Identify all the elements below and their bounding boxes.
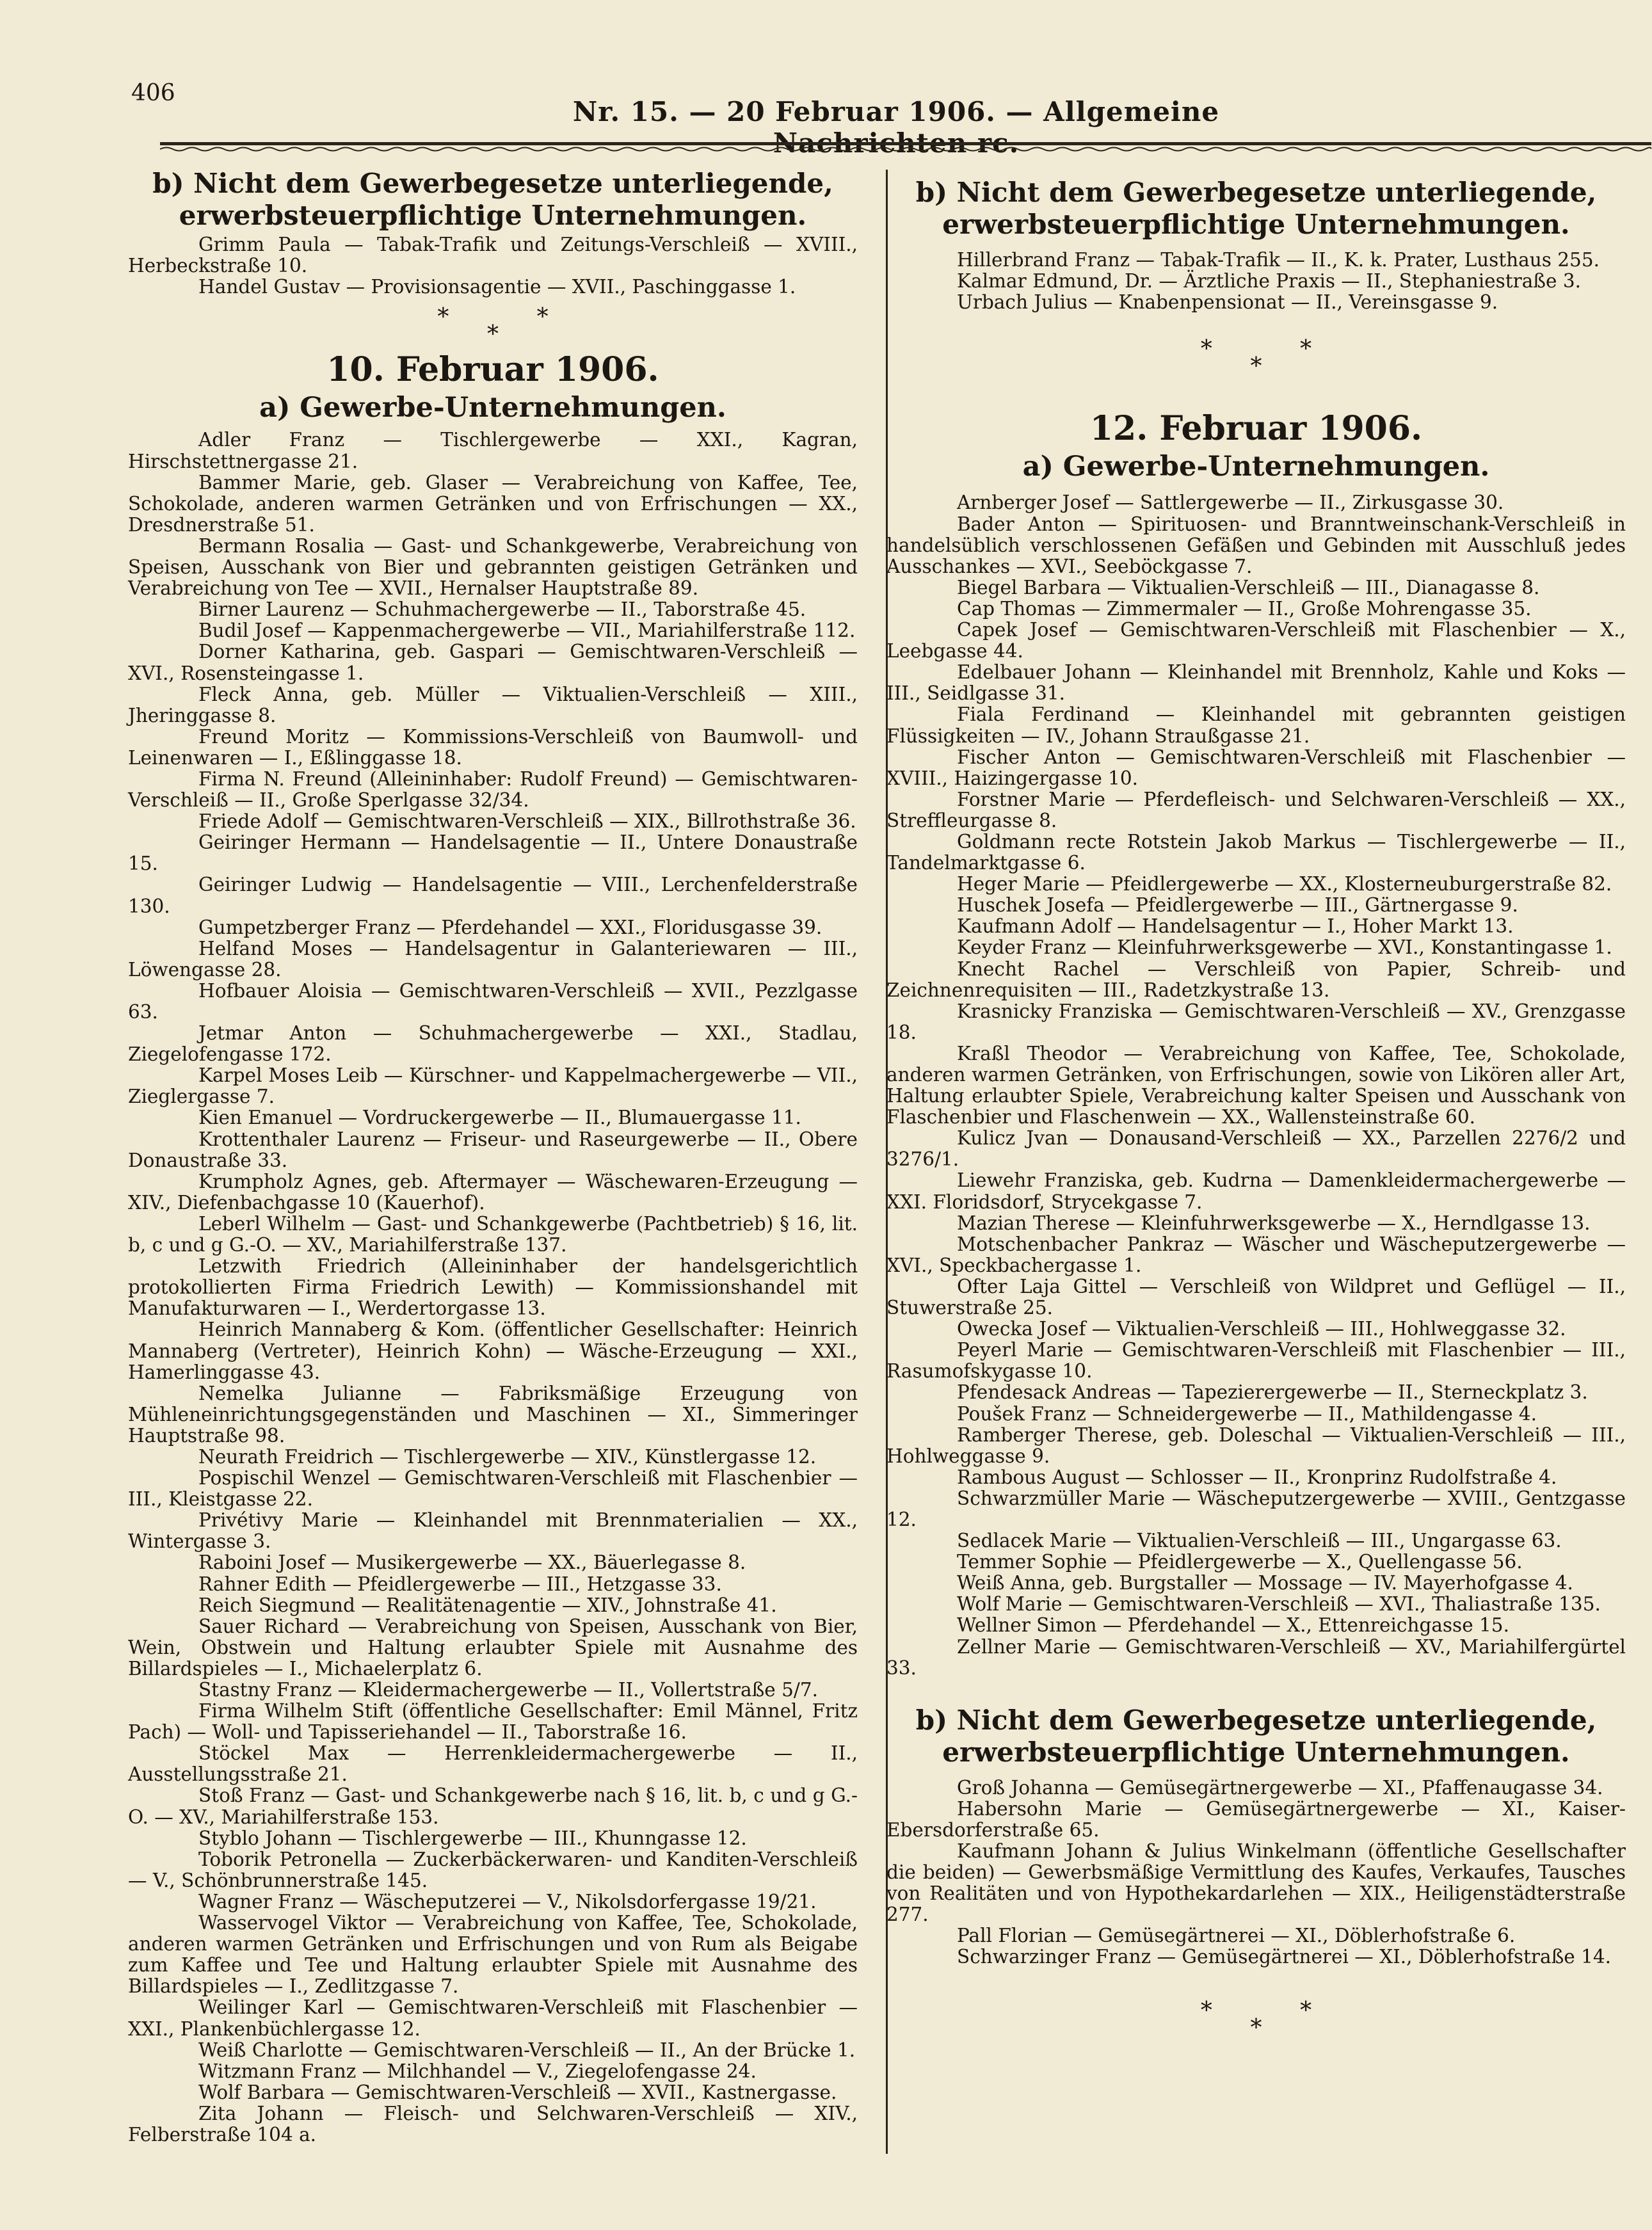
list-item: Groß Johanna — Gemüsegärtnergewerbe — XI., Pfaffenaugasse 34.: [957, 1776, 1603, 1799]
list-item: Zita Johann — Fleisch- und Selchwaren-Verschleiß — XIV., Felberstraße 104 a.: [128, 2102, 858, 2146]
list-item: Pall Florian — Gemüsegärtnerei — XI., Döblerhofstraße 6.: [957, 1925, 1516, 1947]
list-item: Firma Wilhelm Stift (öffentliche Gesellschafter: Emil Männel, Fritz Pach) — Woll- und Tapisseriehandel — II., Taborstraße 16.: [128, 1700, 858, 1744]
section-date: 10. Februar 1906.: [326, 350, 659, 390]
list-item: Bader Anton — Spirituosen- und Branntweinschank-Verschleiß in handelsüblich verschlossenen Gefäßen und Gebinden mit Ausschluß jedes Ausschankes — XVI., Seeböckgasse 7.: [886, 513, 1626, 577]
list-item: Wellner Simon — Pferdehandel — X., Ettenreichgasse 15.: [957, 1614, 1509, 1637]
separator-stars-2: *: [1250, 353, 1262, 380]
list-item: Heger Marie — Pfeidlergewerbe — XX., Klosterneuburgerstraße 82.: [957, 873, 1612, 895]
list-item: Weiß Charlotte — Gemischtwaren-Verschleiß — II., An der Brücke 1.: [198, 2039, 856, 2061]
list-item: Cap Thomas — Zimmermaler — II., Große Mohrengasse 35.: [957, 597, 1532, 620]
section-heading-a: a) Gewerbe-Unternehmungen.: [1022, 451, 1490, 483]
list-item: Kraßl Theodor — Verabreichung von Kaffee, Tee, Schokolade, anderen warmen Getränken, von Erfrischungen, sowie von Likören aller Art, Haltung erlaubter Spiele, Verabreichung kalter Speisen und Ausschank von Flaschenbier und Flaschenwein — XX., Wallensteinstraße 60.: [886, 1042, 1626, 1128]
list-item: Fiala Ferdinand — Kleinhandel mit gebrannten geistigen Flüssigkeiten — IV., Johann Straußgasse 21.: [886, 703, 1626, 747]
right-a-entries: [886, 492, 1626, 1678]
separator-stars-2: *: [1250, 2014, 1262, 2041]
list-item: Fischer Anton — Gemischtwaren-Verschleiß mit Flaschenbier — XVIII., Haizingergasse 10.: [886, 746, 1626, 789]
list-item: Biegel Barbara — Viktualien-Verschleiß — III., Dianagasse 8.: [957, 576, 1540, 598]
list-item: Kaufmann Adolf — Handelsagentur — I., Hoher Markt 13.: [957, 915, 1514, 938]
list-item: Privétivy Marie — Kleinhandel mit Brennmaterialien — XX., Wintergasse 3.: [128, 1509, 858, 1553]
list-item: Heinrich Mannaberg & Kom. (öffentlicher Gesellschafter: Heinrich Mannaberg (Vertreter), Heinrich Kohn) — Wäsche-Erzeugung — XXI., Hamerlinggasse 43.: [128, 1319, 858, 1383]
list-item: Huschek Josefa — Pfeidlergewerbe — III., Gärtnergasse 9.: [957, 894, 1518, 917]
list-item: Edelbauer Johann — Kleinhandel mit Brennholz, Kahle und Koks — III., Seidlgasse 31.: [886, 661, 1626, 705]
list-item: Arnberger Josef — Sattlergewerbe — II., Zirkusgasse 30.: [957, 492, 1504, 514]
list-item: Freund Moritz — Kommissions-Verschleiß von Baumwoll- und Leinenwaren — I., Eßlinggasse 18.: [128, 725, 858, 769]
list-item: Habersohn Marie — Gemüsegärtnergewerbe — XI., Kaiser-Ebersdorferstraße 65.: [886, 1797, 1626, 1841]
section-date: 12. Februar 1906.: [1089, 409, 1423, 449]
list-item: Reich Siegmund — Realitätenagentie — XIV., Johnstraße 41.: [198, 1594, 777, 1616]
list-item: Fleck Anna, geb. Müller — Viktualien-Verschleiß — XIII., Jheringgasse 8.: [128, 683, 858, 726]
list-item: Styblo Johann — Tischlergewerbe — III., Khunngasse 12.: [198, 1827, 747, 1849]
header-rule: [160, 142, 1651, 145]
list-item: Jetmar Anton — Schuhmachergewerbe — XXI., Stadlau, Ziegelofengasse 172.: [128, 1022, 858, 1066]
list-item: Grimm Paula — Tabak-Trafik und Zeitungs-Verschleiß — XVIII., Herbeckstraße 10.: [128, 234, 858, 277]
list-item: Nemelka Julianne — Fabriksmäßige Erzeugung von Mühleneinrichtungsgegenständen und Maschinen — XI., Simmeringer Hauptstraße 98.: [128, 1382, 858, 1447]
left-b-entries: [128, 234, 858, 298]
list-item: Peyerl Marie — Gemischtwaren-Verschleiß mit Flaschenbier — III., Rasumofskygasse 10.: [886, 1339, 1626, 1383]
separator-stars-2: *: [487, 321, 499, 348]
list-item: Pospischil Wenzel — Gemischtwaren-Verschleiß mit Flaschenbier — III., Kleistgasse 22.: [128, 1467, 858, 1511]
list-item: Wasservogel Viktor — Verabreichung von Kaffee, Tee, Schokolade, anderen warmen Getränken und Erfrischungen und von Rum als Beigabe zum Kaffee und Tee und Haltung erlaubter Spiele mit Ausnahme des Billardspieles — I., Zedlitzgasse 7.: [128, 1912, 858, 1998]
list-item: Wagner Franz — Wäscheputzerei — V., Nikolsdorfergasse 19/21.: [198, 1890, 817, 1913]
list-item: Pfendesack Andreas — Tapezierergewerbe — II., Sterneckplatz 3.: [957, 1381, 1588, 1404]
list-item: Keyder Franz — Kleinfuhrwerksgewerbe — XVI., Konstantingasse 1.: [957, 936, 1612, 959]
separator-stars: * *: [437, 304, 549, 331]
list-item: Forstner Marie — Pferdefleisch- und Selchwaren-Verschleiß — XX., Streffleurgasse 8.: [886, 788, 1626, 831]
list-item: Birner Laurenz — Schuhmachergewerbe — II., Taborstraße 45.: [198, 598, 806, 621]
section-heading-a: a) Gewerbe-Unternehmungen.: [259, 392, 726, 424]
list-item: Budil Josef — Kappenmachergewerbe — VII., Mariahilferstraße 112.: [198, 620, 856, 642]
list-item: Urbach Julius — Knabenpensionat — II., Vereinsgasse 9.: [957, 291, 1498, 314]
list-item: Schwarzinger Franz — Gemüsegärtnerei — XI., Döblerhofstraße 14.: [957, 1946, 1612, 1968]
list-item: Sauer Richard — Verabreichung von Speisen, Ausschank von Bier, Wein, Obstwein und Haltung erlaubter Spiele mit Ausnahme des Billardspieles — I., Michaelerplatz 6.: [128, 1615, 858, 1680]
list-item: Toborik Petronella — Zuckerbäckerwaren- und Kanditen-Verschleiß — V., Schönbrunnerstraße 145.: [128, 1848, 858, 1891]
list-item: Geiringer Ludwig — Handelsagentie — VIII., Lerchenfelderstraße 130.: [128, 874, 858, 917]
list-item: Handel Gustav — Provisionsagentie — XVII., Paschinggasse 1.: [198, 276, 796, 298]
left-a-entries: [128, 429, 858, 2146]
list-item: Krumpholz Agnes, geb. Aftermayer — Wäschewaren-Erzeugung — XIV., Diefenbachgasse 10 (Kauerhof).: [128, 1170, 858, 1214]
list-item: Goldmann recte Rotstein Jakob Markus — Tischlergewerbe — II., Tandelmarktgasse 6.: [886, 830, 1626, 874]
list-item: Kien Emanuel — Vordruckergewerbe — II., Blumauergasse 11.: [198, 1107, 801, 1129]
list-item: Sedlacek Marie — Viktualien-Verschleiß — III., Ungargasse 63.: [957, 1530, 1562, 1552]
list-item: Rambous August — Schlosser — II., Kronprinz Rudolfstraße 4.: [957, 1466, 1557, 1488]
left-column: [128, 168, 858, 2146]
list-item: Kulicz Jvan — Donausand-Verschleiß — XX., Parzellen 2276/2 und 3276/1.: [886, 1127, 1626, 1171]
list-item: Geiringer Hermann — Handelsagentie — II., Untere Donaustraße 15.: [128, 831, 858, 875]
list-item: Rahner Edith — Pfeidlergewerbe — III., Hetzgasse 33.: [198, 1573, 722, 1595]
list-item: Bermann Rosalia — Gast- und Schankgewerbe, Verabreichung von Speisen, Ausschank von Bier und gebrannten geistigen Getränken und Verabreichung von Tee — XVII., Hernalser Hauptstraße 89.: [128, 534, 858, 600]
list-item: Bammer Marie, geb. Glaser — Verabreichung von Kaffee, Tee, Schokolade, anderen warmen Getränken und von Erfrischungen — XX., Dresdnerstraße 51.: [128, 471, 858, 536]
list-item: Kaufmann Johann & Julius Winkelmann (öffentliche Gesellschafter die beiden) — Gewerbsmäßige Vermittlung des Kaufes, Verkaufes, Tausches von Realitäten und von Hypothekardarlehen — XIX., Heiligenstädterstraße 277.: [886, 1840, 1626, 1926]
list-item: Liewehr Franziska, geb. Kudrna — Damenkleidermachergewerbe — XXI. Floridsdorf, Strycekgasse 7.: [886, 1169, 1626, 1213]
list-item: Temmer Sophie — Pfeidlergewerbe — X., Quellengasse 56.: [957, 1551, 1523, 1573]
list-item: Ramberger Therese, geb. Doleschal — Viktualien-Verschleiß — III., Hohlweggasse 9.: [886, 1424, 1626, 1467]
list-item: Weilinger Karl — Gemischtwaren-Verschleiß mit Flaschenbier — XXI., Plankenbüchlergasse 12.: [128, 1996, 858, 2040]
list-item: Hofbauer Aloisia — Gemischtwaren-Verschleiß — XVII., Pezzlgasse 63.: [128, 979, 858, 1023]
list-item: Leberl Wilhelm — Gast- und Schankgewerbe (Pachtbetrieb) § 16, lit. b, c und g G.-O. — XV., Mariahilferstraße 137.: [128, 1212, 858, 1256]
section-heading-b: b) Nicht dem Gewerbegesetze unterliegende, erwerbsteuerpflichtige Unternehmungen.: [152, 168, 833, 231]
list-item: Poušek Franz — Schneidergewerbe — II., Mathildengasse 4.: [957, 1402, 1537, 1425]
list-item: Zellner Marie — Gemischtwaren-Verschleiß — XV., Mariahilfergürtel 33.: [886, 1635, 1626, 1679]
list-item: Neurath Freidrich — Tischlergewerbe — XIV., Künstlergasse 12.: [198, 1445, 817, 1468]
list-item: Krottenthaler Laurenz — Friseur- und Raseurgewerbe — II., Obere Donaustraße 33.: [128, 1128, 858, 1171]
right-column: [886, 168, 1626, 2039]
list-item: Owecka Josef — Viktualien-Verschleiß — III., Hohlweggasse 32.: [957, 1318, 1566, 1340]
list-item: Motschenbacher Pankraz — Wäscher und Wäscheputzergewerbe — XVI., Speckbachergasse 1.: [886, 1233, 1626, 1276]
list-item: Schwarzmüller Marie — Wäscheputzergewerbe — XVIII., Gentzgasse 12.: [886, 1487, 1626, 1530]
list-item: Adler Franz — Tischlergewerbe — XXI., Kagran, Hirschstettnergasse 21.: [128, 429, 858, 472]
right-b-entries: [886, 250, 1626, 313]
list-item: Hillerbrand Franz — Tabak-Trafik — II., K. k. Prater, Lusthaus 255.: [957, 249, 1600, 271]
list-item: Ofter Laja Gittel — Verschleiß von Wildpret und Geflügel — II., Stuwerstraße 25.: [886, 1275, 1626, 1319]
list-item: Stoß Franz — Gast- und Schankgewerbe nach § 16, lit. b, c und g G.-O. — XV., Mariahilferstraße 153.: [128, 1785, 858, 1828]
list-item: Gumpetzberger Franz — Pferdehandel — XXI., Floridusgasse 39.: [198, 916, 822, 938]
section-heading-b: b) Nicht dem Gewerbegesetze unterliegende, erwerbsteuerpflichtige Unternehmungen.: [915, 177, 1597, 240]
list-item: Mazian Therese — Kleinfuhrwerksgewerbe — X., Herndlgasse 13.: [957, 1212, 1591, 1234]
list-item: Firma N. Freund (Alleininhaber: Rudolf Freund) — Gemischtwaren-Verschleiß — II., Große Sperlgasse 32/34.: [128, 767, 858, 812]
list-item: Letzwith Friedrich (Alleininhaber der handelsgerichtlich protokollierten Firma Friedrich Lewith) — Kommissionshandel mit Manufakturwaren — I., Werdertorgasse 13.: [128, 1255, 858, 1320]
list-item: Knecht Rachel — Verschleiß von Papier, Schreib- und Zeichnenrequisiten — III., Radetzkystraße 13.: [886, 958, 1626, 1001]
list-item: Karpel Moses Leib — Kürschner- und Kappelmachergewerbe — VII., Zieglergasse 7.: [128, 1064, 858, 1108]
list-item: Dorner Katharina, geb. Gaspari — Gemischtwaren-Verschleiß — XVI., Rosensteingasse 1.: [128, 641, 858, 684]
wavy-rule: [160, 146, 1651, 152]
list-item: Witzmann Franz — Milchhandel — V., Ziegelofengasse 24.: [198, 2060, 757, 2082]
list-item: Stastny Franz — Kleidermachergewerbe — II., Vollertstraße 5/7.: [198, 1679, 818, 1701]
right-b2-entries: [886, 1777, 1626, 1968]
section-heading-b2: b) Nicht dem Gewerbegesetze unterliegende, erwerbsteuerpflichtige Unternehmungen.: [915, 1704, 1597, 1768]
list-item: Kalmar Edmund, Dr. — Ärztliche Praxis — II., Stephaniestraße 3.: [957, 270, 1581, 293]
running-title: Nr. 15. — 20 Februar 1906. — Allgemeine Nachrichten rc.: [572, 96, 1220, 159]
list-item: Friede Adolf — Gemischtwaren-Verschleiß — XIX., Billrothstraße 36.: [198, 810, 856, 833]
separator-stars: * *: [1200, 1997, 1312, 2024]
page-number: 406: [131, 80, 175, 106]
list-item: Raboini Josef — Musikergewerbe — XX., Bäuerlegasse 8.: [198, 1552, 746, 1574]
list-item: Capek Josef — Gemischtwaren-Verschleiß mit Flaschenbier — X., Leebgasse 44.: [886, 619, 1626, 662]
list-item: Wolf Marie — Gemischtwaren-Verschleiß — XVI., Thaliastraße 135.: [957, 1593, 1601, 1616]
list-item: Helfand Moses — Handelsagentur in Galanteriewaren — III., Löwengasse 28.: [128, 937, 858, 981]
list-item: Stöckel Max — Herrenkleidermachergewerbe — II., Ausstellungsstraße 21.: [128, 1742, 858, 1786]
separator-stars: * *: [1200, 336, 1312, 363]
list-item: Weiß Anna, geb. Burgstaller — Mossage — IV. Mayerhofgasse 4.: [957, 1572, 1573, 1594]
list-item: Krasnicky Franziska — Gemischtwaren-Verschleiß — XV., Grenzgasse 18.: [886, 1000, 1626, 1043]
list-item: Wolf Barbara — Gemischtwaren-Verschleiß — XVII., Kastnergasse.: [198, 2081, 837, 2103]
